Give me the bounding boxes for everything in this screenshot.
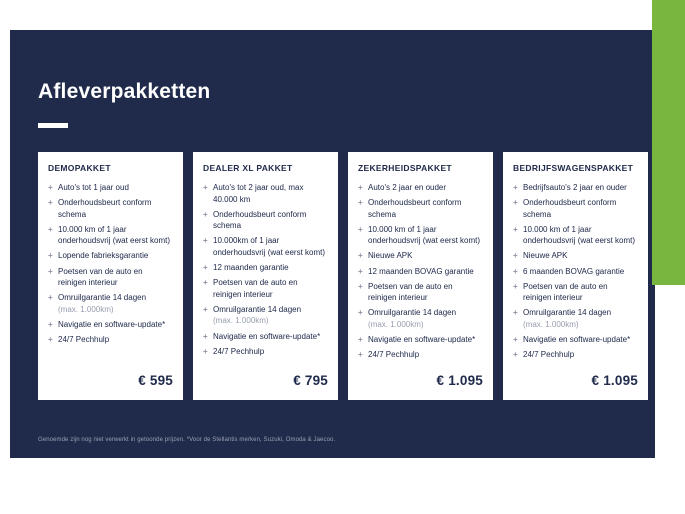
plus-bullet-icon: + [513, 281, 518, 291]
package-item [358, 349, 483, 361]
package-items [48, 182, 173, 349]
package-item-text: 24/7 Pechhulp [58, 335, 110, 345]
plus-bullet-icon: + [358, 251, 363, 261]
plus-bullet-icon: + [203, 236, 208, 246]
package-item [358, 281, 483, 304]
plus-bullet-icon: + [48, 293, 53, 303]
package-item [48, 334, 173, 346]
package-item-text: 24/7 Pechhulp [368, 350, 420, 360]
package-item [513, 182, 638, 194]
package-item-text: 10.000 km of 1 jaar onderhoudsvrij (wat eerst komt) [523, 224, 636, 246]
plus-bullet-icon: + [513, 198, 518, 208]
package-item-text: Nieuwe APK [368, 251, 413, 261]
content-panel [10, 30, 655, 458]
plus-bullet-icon: + [48, 224, 53, 234]
plus-bullet-icon: + [358, 308, 363, 318]
package-item-text: Auto's tot 1 jaar oud [58, 183, 129, 192]
package-item-text: Bedrijfsauto's 2 jaar en ouder [523, 183, 627, 192]
package-item-note: (max. 1.000km) [213, 316, 269, 326]
plus-bullet-icon: + [203, 304, 208, 314]
package-price: € 1.095 [591, 373, 638, 388]
plus-bullet-icon: + [203, 209, 208, 219]
plus-bullet-icon: + [358, 183, 363, 192]
plus-bullet-icon: + [48, 319, 53, 329]
plus-bullet-icon: + [513, 183, 518, 192]
plus-bullet-icon: + [513, 251, 518, 261]
title-underline [38, 123, 68, 128]
package-item [48, 224, 173, 247]
package-item [48, 292, 173, 315]
plus-bullet-icon: + [513, 266, 518, 276]
plus-bullet-icon: + [358, 224, 363, 234]
package-items [203, 182, 328, 361]
package-item [513, 349, 638, 361]
package-item [358, 307, 483, 330]
plus-bullet-icon: + [513, 350, 518, 360]
package-item [358, 197, 483, 220]
package-item [48, 182, 173, 194]
package-item [513, 197, 638, 220]
package-item-note: (max. 1.000km) [368, 319, 424, 329]
package-item [358, 182, 483, 194]
plus-bullet-icon: + [48, 183, 53, 192]
package-card [348, 152, 493, 400]
plus-bullet-icon: + [513, 224, 518, 234]
plus-bullet-icon: + [48, 266, 53, 276]
package-item [358, 250, 483, 262]
green-accent-stripe [652, 0, 685, 285]
package-item [358, 266, 483, 278]
package-item-text: Poetsen van de auto en reinigen interieur [58, 266, 143, 288]
page-title: Afleverpakketten [38, 80, 211, 103]
plus-bullet-icon: + [358, 266, 363, 276]
package-item-text: 12 maanden garantie [213, 263, 289, 273]
package-item-text: 24/7 Pechhulp [523, 350, 575, 360]
package-card [503, 152, 648, 400]
package-item-note: (max. 1.000km) [523, 319, 579, 329]
package-item-text: 10.000 km of 1 jaar onderhoudsvrij (wat eerst komt) [58, 224, 171, 246]
package-name: DEMOPAKKET [48, 163, 111, 173]
package-item [203, 235, 328, 258]
package-item-text: Omruilgarantie 14 dagen (max. 1.000km) [368, 307, 483, 330]
package-price: € 795 [293, 373, 328, 388]
package-item [513, 334, 638, 346]
plus-bullet-icon: + [48, 198, 53, 208]
plus-bullet-icon: + [358, 335, 363, 345]
package-item-text: Omruilgarantie 14 dagen (max. 1.000km) [523, 307, 638, 330]
package-name: BEDRIJFSWAGENSPAKKET [513, 163, 634, 173]
package-price: € 1.095 [436, 373, 483, 388]
package-price: € 595 [138, 373, 173, 388]
package-item [513, 224, 638, 247]
package-item [513, 281, 638, 304]
package-item [513, 266, 638, 278]
package-item [358, 224, 483, 247]
footnote: Genoemde zijn nog niet verwerkt in getoonde prijzen. *Voor de Stellantis merken, Suzuki, Omoda & Jaecoo. [38, 437, 336, 443]
package-item [513, 307, 638, 330]
package-item-text: 10.000km of 1 jaar onderhoudsvrij (wat eerst komt) [213, 236, 326, 257]
package-item-text: Onderhoudsbeurt conform schema [213, 209, 307, 231]
package-name: ZEKERHEIDSPAKKET [358, 163, 452, 173]
package-item [203, 331, 328, 343]
package-item-text: 12 maanden BOVAG garantie [368, 266, 474, 276]
plus-bullet-icon: + [48, 251, 53, 261]
package-item-text: Lopende fabrieksgarantie [58, 251, 149, 261]
package-items [513, 182, 638, 364]
package-item-text: Omruilgarantie 14 dagen (max. 1.000km) [213, 304, 328, 327]
package-item-note: (max. 1.000km) [58, 304, 114, 314]
plus-bullet-icon: + [203, 183, 208, 192]
package-item-text: Nieuwe APK [523, 251, 568, 261]
package-item-text: Auto's tot 2 jaar oud, max 40.000 km [213, 183, 304, 204]
package-item-text: Onderhoudsbeurt conform schema [368, 198, 462, 219]
plus-bullet-icon: + [203, 278, 208, 288]
plus-bullet-icon: + [203, 346, 208, 356]
package-item-text: Poetsen van de auto en reinigen interieur [523, 281, 608, 303]
package-item [203, 304, 328, 327]
plus-bullet-icon: + [513, 308, 518, 318]
package-item [203, 277, 328, 300]
package-item-text: 6 maanden BOVAG garantie [523, 266, 625, 276]
package-item-text: 10.000 km of 1 jaar onderhoudsvrij (wat eerst komt) [368, 224, 481, 246]
package-item [203, 209, 328, 232]
package-item [203, 346, 328, 358]
package-item [48, 266, 173, 289]
package-item-text: Poetsen van de auto en reinigen interieur [213, 278, 298, 299]
plus-bullet-icon: + [513, 335, 518, 345]
package-item [358, 334, 483, 346]
package-items [358, 182, 483, 364]
package-item [203, 262, 328, 274]
plus-bullet-icon: + [203, 263, 208, 273]
package-item-text: Navigatie en software-update* [58, 319, 166, 329]
package-item-text: Omruilgarantie 14 dagen (max. 1.000km) [58, 292, 173, 315]
packages-row [38, 152, 648, 400]
plus-bullet-icon: + [358, 350, 363, 360]
plus-bullet-icon: + [358, 281, 363, 291]
package-item-text: Onderhoudsbeurt conform schema [58, 198, 152, 219]
package-item [203, 182, 328, 205]
package-item-text: Navigatie en software-update* [523, 335, 631, 345]
package-card [193, 152, 338, 400]
package-item-text: Auto's 2 jaar en ouder [368, 183, 447, 192]
package-card [38, 152, 183, 400]
plus-bullet-icon: + [48, 335, 53, 345]
package-item-text: Navigatie en software-update* [213, 331, 321, 341]
package-item [513, 250, 638, 262]
package-item-text: 24/7 Pechhulp [213, 346, 265, 356]
package-item-text: Navigatie en software-update* [368, 335, 476, 345]
package-item-text: Onderhoudsbeurt conform schema [523, 198, 617, 219]
package-item-text: Poetsen van de auto en reinigen interieur [368, 281, 453, 303]
plus-bullet-icon: + [358, 198, 363, 208]
package-item [48, 250, 173, 262]
package-item [48, 319, 173, 331]
package-item [48, 197, 173, 220]
package-name: DEALER XL PAKKET [203, 163, 293, 173]
plus-bullet-icon: + [203, 331, 208, 341]
